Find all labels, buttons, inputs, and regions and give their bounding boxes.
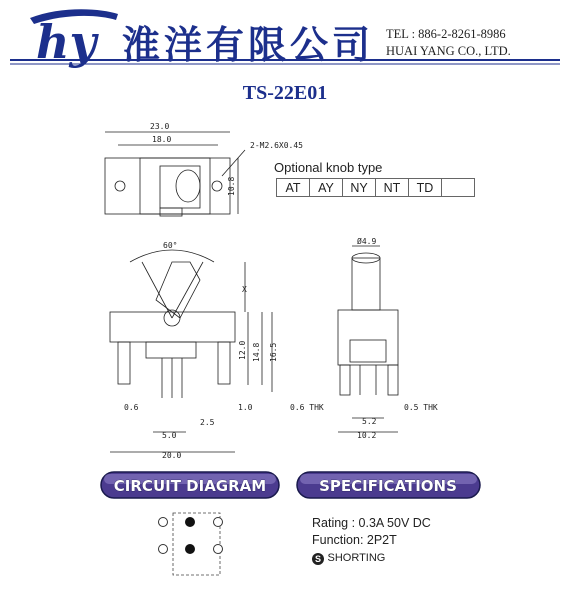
knob-type-cell: AT xyxy=(277,179,310,197)
dim-tab-width: 1.0 xyxy=(238,403,253,412)
dim-side-width: 10.2 xyxy=(357,431,377,440)
knob-type-cell: NY xyxy=(343,179,376,197)
model-title: TS-22E01 xyxy=(242,82,328,104)
dim-pin-span: 5.0 xyxy=(162,431,177,440)
dim-hole-spacing: 18.0 xyxy=(152,135,172,144)
top-view-drawing xyxy=(105,132,245,216)
dim-knob-diameter: Ø4.9 xyxy=(357,237,377,246)
specifications-title: SPECIFICATIONS xyxy=(319,477,457,495)
dim-pin-spacing: 2.5 xyxy=(200,418,215,427)
knob-type-cell: NT xyxy=(376,179,409,197)
dim-top-width: 23.0 xyxy=(150,122,170,131)
circuit-diagram-header xyxy=(101,472,279,498)
dim-top-height: 10.8 xyxy=(227,176,236,196)
phone-number: TEL : 886-2-8261-8986 xyxy=(386,27,506,41)
spec-shorting xyxy=(312,550,385,565)
dim-side-pin-span: 5.2 xyxy=(362,417,377,426)
dim-knob-height: X xyxy=(242,285,247,294)
spec-function: Function: 2P2T xyxy=(312,533,397,547)
knob-type-cell: AY xyxy=(310,179,343,197)
shorting-label: SHORTING xyxy=(327,552,386,564)
dim-knob-angle: 60° xyxy=(163,241,178,250)
dim-base-width: 20.0 xyxy=(162,451,182,460)
circuit-diagram-title: CIRCUIT DIAGRAM xyxy=(113,477,267,495)
dim-side-tab-thk: 0.5 THK xyxy=(404,403,438,412)
circuit-diagram xyxy=(159,513,223,575)
dim-body-height-c: 16.5 xyxy=(269,342,278,362)
side-view-drawing xyxy=(338,246,398,432)
company-name-en: HUAI YANG CO., LTD. xyxy=(386,44,511,58)
knob-type-label: Optional knob type xyxy=(274,160,383,175)
spec-rating: Rating : 0.3A 50V DC xyxy=(312,516,431,530)
front-view-drawing xyxy=(110,250,272,452)
svg-text:hy: hy xyxy=(36,15,97,69)
dim-body-height-a: 12.0 xyxy=(238,340,247,360)
dim-side-pin-thk: 0.6 THK xyxy=(290,403,324,412)
specifications-header xyxy=(297,472,480,498)
shorting-symbol-icon: S xyxy=(312,553,324,565)
dim-body-height-b: 14.8 xyxy=(252,342,261,362)
dim-screw-note: 2-M2.6X0.45 xyxy=(250,141,303,150)
company-name-cn: 淮洋有限公司 xyxy=(122,22,375,67)
knob-type-cell: TD xyxy=(409,179,442,197)
dim-pin-thk: 0.6 xyxy=(124,403,139,412)
